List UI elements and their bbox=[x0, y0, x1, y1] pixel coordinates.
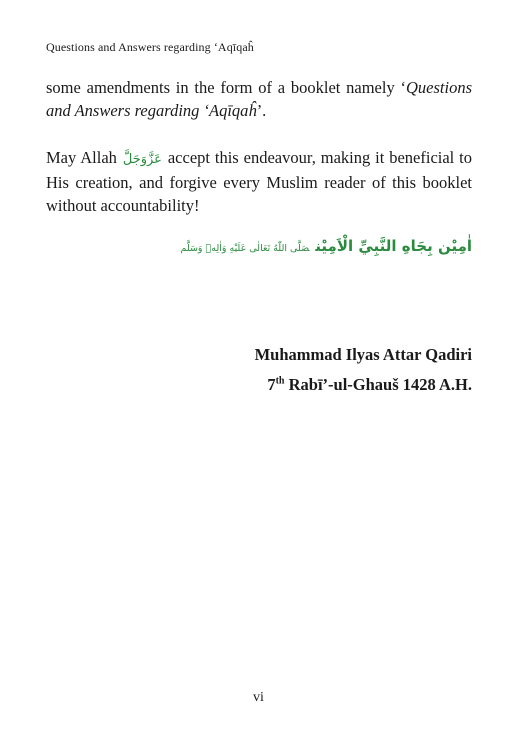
arabic-dua bbox=[181, 236, 473, 255]
paragraph-1 bbox=[46, 76, 472, 122]
date-suffix: th bbox=[275, 375, 285, 387]
dua-main-text: اٰمِيْن بِجَاهِ النَّبِيِّ الْاَمِيْن bbox=[315, 237, 472, 255]
paragraph-2-text-before: May Allah bbox=[46, 148, 117, 167]
author-name: Muhammad Ilyas Attar Qadiri bbox=[254, 345, 472, 364]
signature-block bbox=[255, 340, 472, 400]
running-header: Questions and Answers regarding ‘Aqīqaĥ bbox=[46, 40, 254, 54]
arabic-honorific: عَزَّوَجَلَّ bbox=[122, 152, 162, 167]
date-day: 7 bbox=[267, 375, 276, 394]
date-rest: Rabī’-ul-Ghauš 1428 A.H. bbox=[284, 375, 472, 394]
paragraph-1-text-after: ’. bbox=[256, 101, 267, 120]
paragraph-2 bbox=[46, 146, 472, 217]
paragraph-1-text-before: some amendments in the form of a booklet namely ‘ bbox=[46, 78, 406, 97]
signature-date bbox=[255, 370, 472, 400]
dua-salutation: صَلَّى اللّٰهُ تَعَالٰى عَلَيْهِ وَاٰلِهٖ وَسَلَّم bbox=[180, 243, 310, 254]
page-number: vi bbox=[253, 690, 264, 705]
booklet-title-italic: Questions and Answers regarding ‘Aqīqaĥ bbox=[46, 78, 472, 120]
paragraph-2-text-after: accept this endeavour, making it beneficial to His creation, and forgive every Muslim reader of this booklet without accountability! bbox=[46, 148, 473, 215]
